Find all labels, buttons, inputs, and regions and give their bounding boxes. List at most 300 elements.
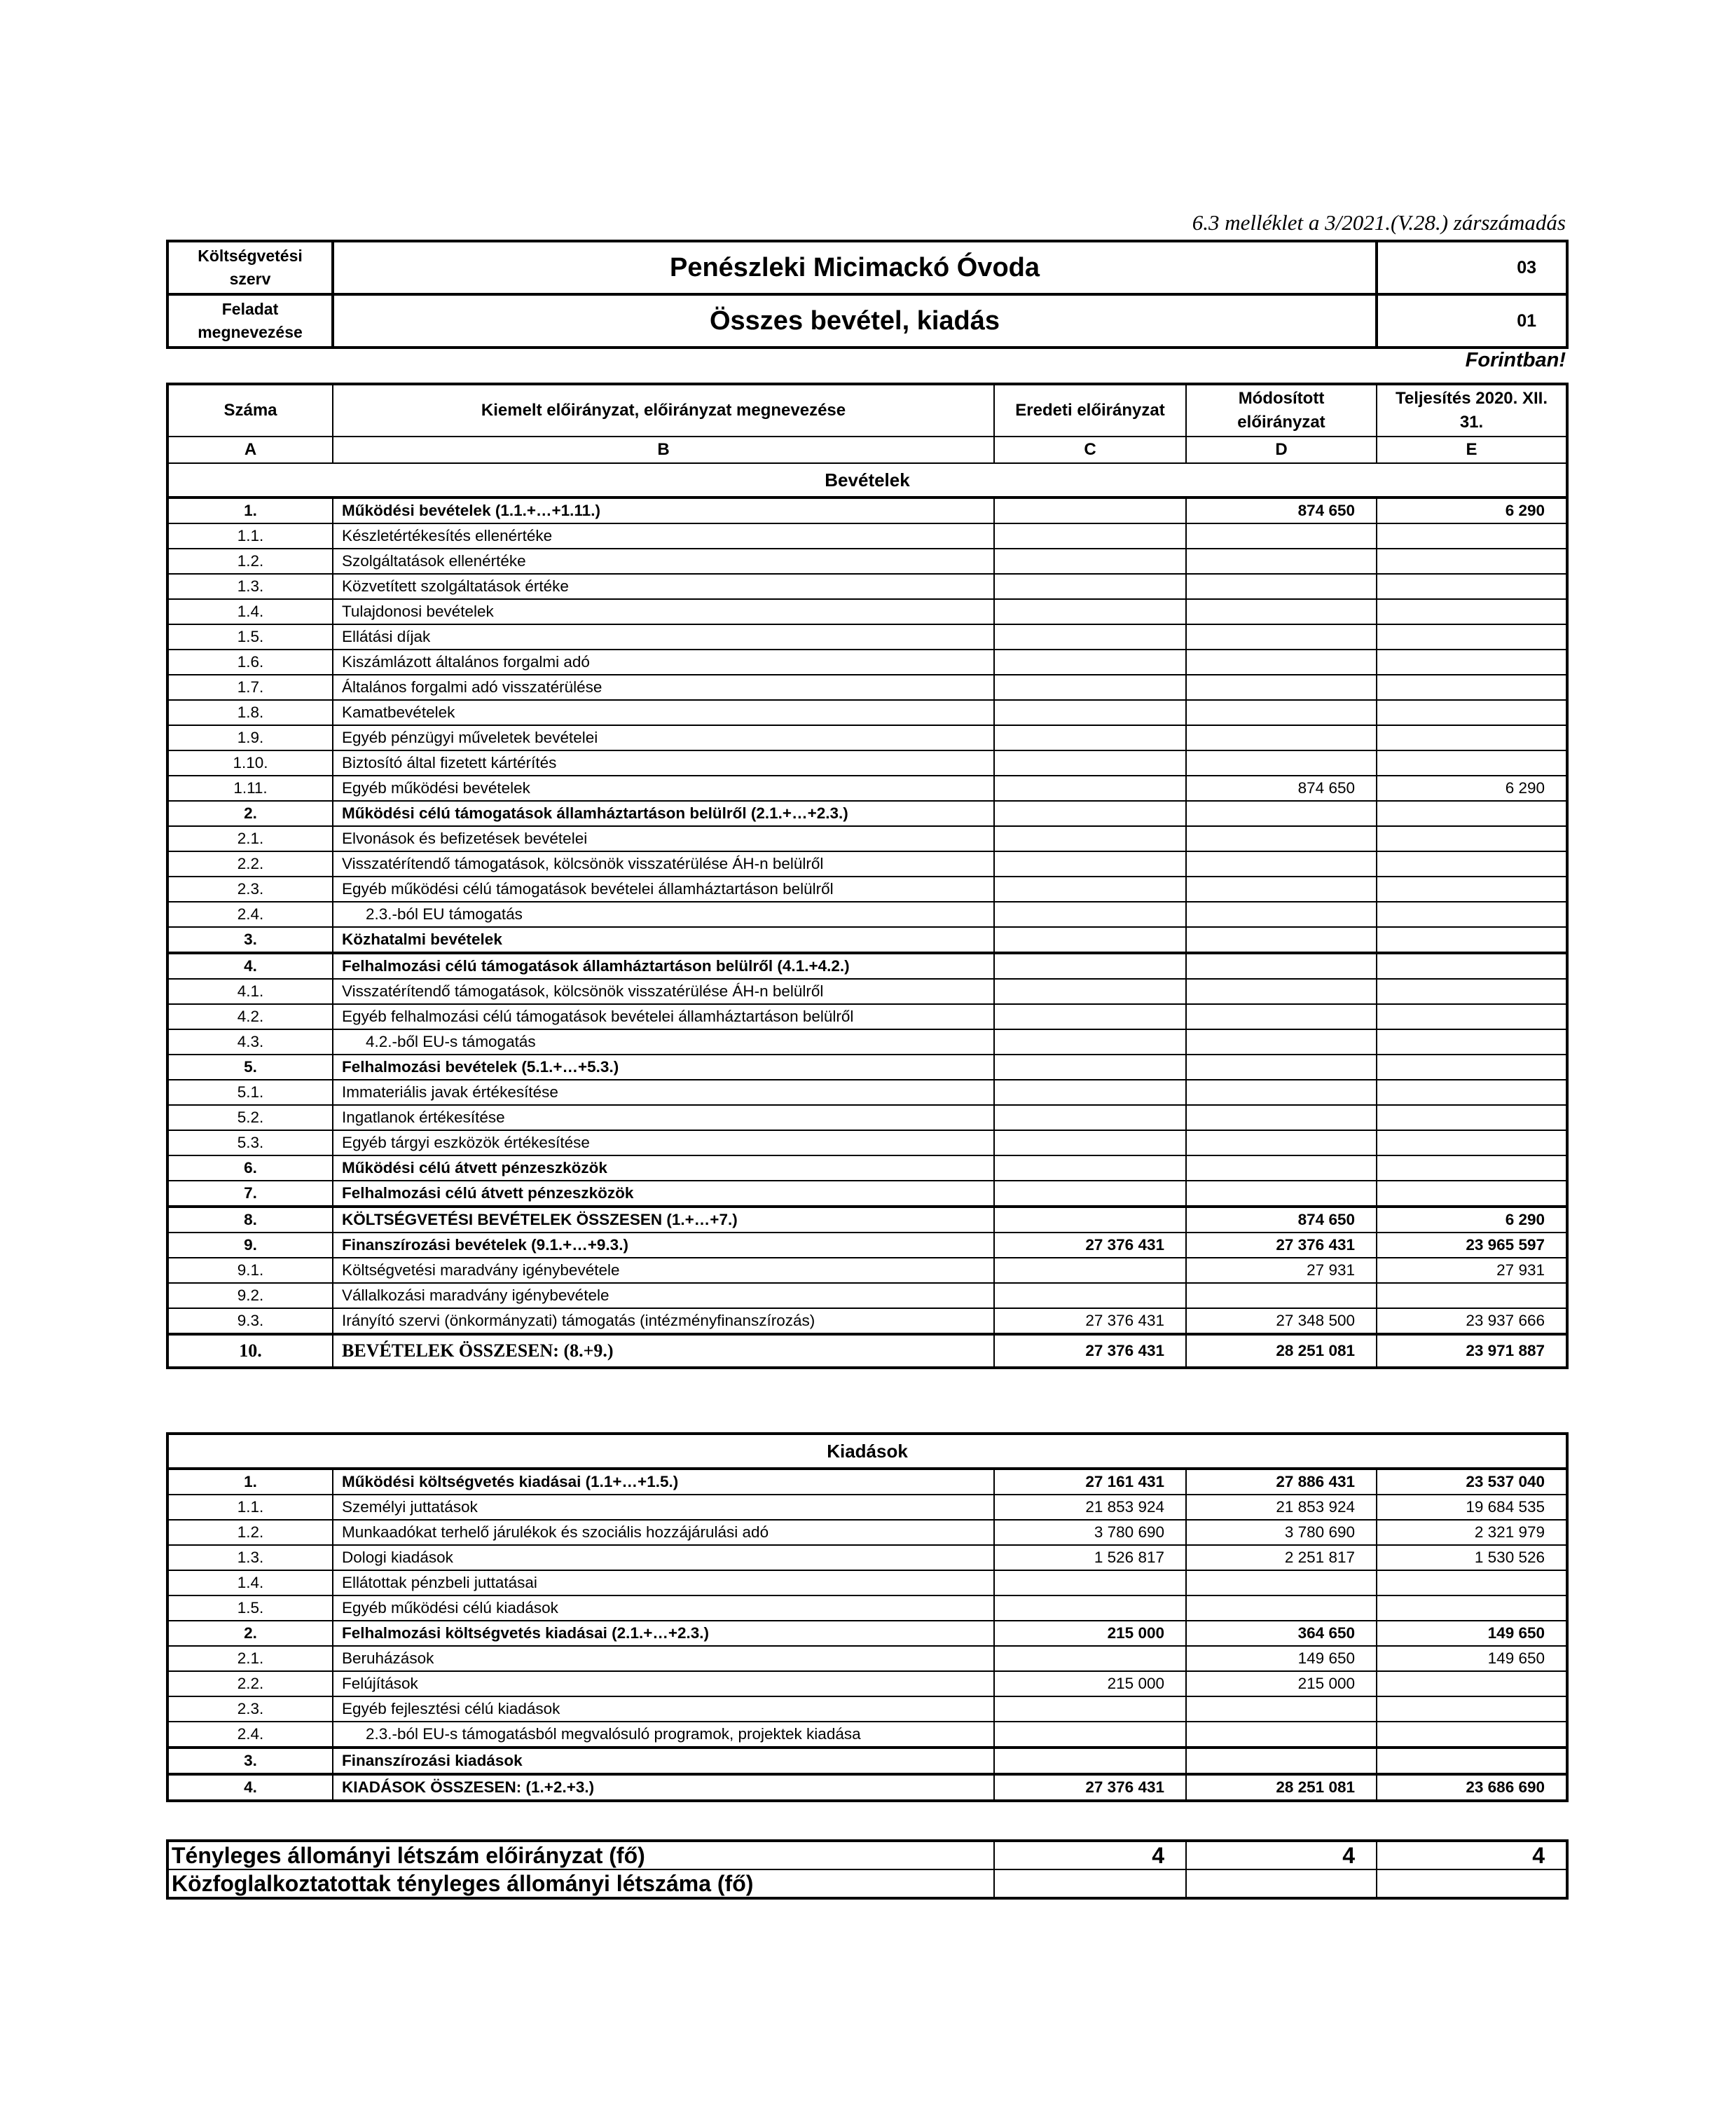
row-number: 1. [167,497,333,523]
row-actual-value [1377,725,1567,750]
revenue-row [167,725,1567,750]
row-modified-value [1186,801,1377,826]
staff-modified-value: 4 [1186,1841,1377,1869]
row-actual-value [1377,523,1567,549]
revenue-row [167,851,1567,877]
expense-row [167,1469,1567,1495]
row-name: Kamatbevételek [333,700,994,725]
staff-row [167,1869,1567,1898]
revenue-row [167,750,1567,776]
header-table [166,240,1569,349]
row-modified-value [1186,927,1377,953]
row-number: 1.3. [167,1545,333,1570]
row-actual-value [1377,1671,1567,1696]
row-actual-value: 149 650 [1377,1646,1567,1671]
revenue-row [167,1029,1567,1055]
row-original-value [994,979,1186,1004]
row-modified-value [1186,549,1377,574]
col-letter: C [994,437,1186,463]
row-name: Személyi juttatások [333,1495,994,1520]
row-original-value [994,549,1186,574]
col-modified-header: Módosított előirányzat [1186,384,1377,437]
revenue-row [167,1258,1567,1283]
row-number: 9.3. [167,1308,333,1334]
row-name: Immateriális javak értékesítése [333,1080,994,1105]
row-original-value [994,599,1186,624]
row-modified-value [1186,725,1377,750]
revenue-row [167,1233,1567,1258]
row-number: 2.4. [167,902,333,927]
revenue-row [167,523,1567,549]
col-actual-header: Teljesítés 2020. XII. 31. [1377,384,1567,437]
staff-row-name: Közfoglalkoztatottak tényleges állományi létszáma (fő) [167,1869,994,1898]
revenue-row [167,1004,1567,1029]
row-original-value [994,1258,1186,1283]
col-name-header: Kiemelt előirányzat, előirányzat megnevezése [333,384,994,437]
row-original-value [994,1004,1186,1029]
row-number: 1.1. [167,523,333,549]
row-actual-value [1377,700,1567,725]
row-name: Közhatalmi bevételek [333,927,994,953]
row-original-value: 215 000 [994,1671,1186,1696]
expense-row [167,1520,1567,1545]
row-number: 7. [167,1181,333,1207]
row-actual-value: 23 971 887 [1377,1334,1567,1368]
expense-row [167,1748,1567,1774]
row-number: 2.1. [167,1646,333,1671]
row-actual-value: 23 537 040 [1377,1469,1567,1495]
row-modified-value: 28 251 081 [1186,1774,1377,1801]
row-actual-value [1377,1130,1567,1155]
row-name: Finanszírozási bevételek (9.1.+…+9.3.) [333,1233,994,1258]
row-number: 4. [167,1774,333,1801]
row-original-value: 27 376 431 [994,1308,1186,1334]
row-name: Finanszírozási kiadások [333,1748,994,1774]
row-number: 2.2. [167,1671,333,1696]
row-original-value: 3 780 690 [994,1520,1186,1545]
row-name: Működési célú átvett pénzeszközök [333,1155,994,1181]
staff-row-name: Tényleges állományi létszám előirányzat (fő) [167,1841,994,1869]
row-actual-value [1377,750,1567,776]
row-actual-value: 6 290 [1377,776,1567,801]
expense-row [167,1774,1567,1801]
row-actual-value: 23 686 690 [1377,1774,1567,1801]
row-name: Működési költségvetés kiadásai (1.1+…+1.5.) [333,1469,994,1495]
row-original-value [994,1595,1186,1621]
row-actual-value: 23 965 597 [1377,1233,1567,1258]
revenue-row [167,497,1567,523]
row-original-value: 27 376 431 [994,1233,1186,1258]
revenue-row [167,927,1567,953]
row-number: 2.3. [167,1696,333,1722]
row-original-value [994,624,1186,650]
row-original-value [994,801,1186,826]
row-actual-value: 2 321 979 [1377,1520,1567,1545]
task-name: Összes bevétel, kiadás [333,294,1377,348]
row-original-value: 27 376 431 [994,1774,1186,1801]
revenue-total-row [167,1334,1567,1368]
revenue-row [167,902,1567,927]
revenue-row [167,1283,1567,1308]
row-name: Működési bevételek (1.1.+…+1.11.) [333,497,994,523]
expense-row [167,1671,1567,1696]
row-number: 1.5. [167,1595,333,1621]
row-number: 1.4. [167,599,333,624]
row-modified-value: 28 251 081 [1186,1334,1377,1368]
row-original-value [994,725,1186,750]
row-number: 5.2. [167,1105,333,1130]
row-actual-value [1377,877,1567,902]
row-name: Dologi kiadások [333,1545,994,1570]
row-number: 1.10. [167,750,333,776]
row-number: 4. [167,953,333,979]
row-modified-value [1186,650,1377,675]
row-number: 6. [167,1155,333,1181]
column-letter-row [167,437,1567,463]
row-number: 2.3. [167,877,333,902]
row-number: 8. [167,1207,333,1233]
row-original-value [994,1722,1186,1748]
revenue-section-title: Bevételek [167,463,1567,497]
revenue-row [167,953,1567,979]
row-modified-value: 215 000 [1186,1671,1377,1696]
revenue-row [167,700,1567,725]
staff-modified-value [1186,1869,1377,1898]
row-number: 1.11. [167,776,333,801]
row-number: 1.4. [167,1570,333,1595]
row-number: 1.1. [167,1495,333,1520]
row-modified-value: 27 348 500 [1186,1308,1377,1334]
row-original-value [994,776,1186,801]
row-original-value [994,902,1186,927]
row-modified-value: 149 650 [1186,1646,1377,1671]
row-name: Ingatlanok értékesítése [333,1105,994,1130]
row-name: Közvetített szolgáltatások értéke [333,574,994,599]
revenue-row [167,675,1567,700]
row-name: Szolgáltatások ellenértéke [333,549,994,574]
row-modified-value: 874 650 [1186,497,1377,523]
row-name: Felhalmozási bevételek (5.1.+…+5.3.) [333,1055,994,1080]
row-original-value [994,523,1186,549]
row-number: 1.3. [167,574,333,599]
row-name: Visszatérítendő támogatások, kölcsönök visszatérülése ÁH-n belülről [333,979,994,1004]
row-original-value [994,1570,1186,1595]
row-actual-value: 1 530 526 [1377,1545,1567,1570]
row-name: BEVÉTELEK ÖSSZESEN: (8.+9.) [333,1334,994,1368]
row-name: Kiszámlázott általános forgalmi adó [333,650,994,675]
row-name: Felhalmozási költségvetés kiadásai (2.1.+…+2.3.) [333,1621,994,1646]
row-original-value [994,1696,1186,1722]
row-actual-value [1377,927,1567,953]
row-modified-value: 3 780 690 [1186,1520,1377,1545]
row-original-value [994,1283,1186,1308]
row-number: 9.2. [167,1283,333,1308]
col-letter: E [1377,437,1567,463]
row-original-value [994,953,1186,979]
row-modified-value [1186,1283,1377,1308]
expense-section-title: Kiadások [167,1434,1567,1469]
row-number: 9.1. [167,1258,333,1283]
row-original-value: 27 161 431 [994,1469,1186,1495]
expense-row [167,1621,1567,1646]
task-code: 01 [1377,294,1567,348]
row-number: 3. [167,1748,333,1774]
row-actual-value [1377,1283,1567,1308]
row-actual-value [1377,574,1567,599]
row-original-value: 21 853 924 [994,1495,1186,1520]
col-number-header: Száma [167,384,333,437]
row-original-value [994,1155,1186,1181]
row-number: 1. [167,1469,333,1495]
row-actual-value [1377,1105,1567,1130]
row-modified-value [1186,750,1377,776]
row-number: 2.1. [167,826,333,851]
row-modified-value [1186,1570,1377,1595]
col-letter: A [167,437,333,463]
row-original-value: 215 000 [994,1621,1186,1646]
row-modified-value [1186,1722,1377,1748]
col-original-header: Eredeti előirányzat [994,384,1186,437]
row-actual-value [1377,1155,1567,1181]
row-modified-value [1186,574,1377,599]
staff-table [166,1839,1569,1900]
row-name: Egyéb működési célú támogatások bevételei államháztartáson belülről [333,877,994,902]
row-name: Beruházások [333,1646,994,1671]
row-modified-value: 364 650 [1186,1621,1377,1646]
revenue-row [167,574,1567,599]
col-letter: D [1186,437,1377,463]
row-name: Tulajdonosi bevételek [333,599,994,624]
revenue-section-row [167,463,1567,497]
row-name: Egyéb tárgyi eszközök értékesítése [333,1130,994,1155]
row-modified-value: 27 931 [1186,1258,1377,1283]
row-name: Egyéb fejlesztési célú kiadások [333,1696,994,1722]
row-modified-value [1186,1155,1377,1181]
row-modified-value [1186,902,1377,927]
row-original-value [994,750,1186,776]
row-original-value [994,497,1186,523]
revenue-row [167,776,1567,801]
expense-row [167,1696,1567,1722]
row-number: 1.9. [167,725,333,750]
row-number: 4.1. [167,979,333,1004]
row-modified-value [1186,851,1377,877]
row-actual-value [1377,1004,1567,1029]
revenue-row [167,624,1567,650]
row-number: 9. [167,1233,333,1258]
row-actual-value [1377,902,1567,927]
row-number: 10. [167,1334,333,1368]
row-name: KÖLTSÉGVETÉSI BEVÉTELEK ÖSSZESEN (1.+…+7.) [333,1207,994,1233]
revenue-row [167,979,1567,1004]
revenue-row [167,1130,1567,1155]
row-modified-value: 21 853 924 [1186,1495,1377,1520]
row-actual-value: 27 931 [1377,1258,1567,1283]
row-actual-value: 19 684 535 [1377,1495,1567,1520]
row-original-value [994,877,1186,902]
row-actual-value [1377,549,1567,574]
row-number: 2.4. [167,1722,333,1748]
revenue-row [167,599,1567,624]
row-original-value [994,1748,1186,1774]
row-name: Munkaadókat terhelő járulékok és szociális hozzájárulási adó [333,1520,994,1545]
row-number: 4.2. [167,1004,333,1029]
revenue-row [167,1155,1567,1181]
row-original-value [994,1055,1186,1080]
row-name: Egyéb működési bevételek [333,776,994,801]
row-name: Egyéb működési célú kiadások [333,1595,994,1621]
org-code: 03 [1377,241,1567,294]
row-name: KIADÁSOK ÖSSZESEN: (1.+2.+3.) [333,1774,994,1801]
revenue-row [167,1181,1567,1207]
staff-row [167,1841,1567,1869]
row-number: 1.5. [167,624,333,650]
row-actual-value [1377,1696,1567,1722]
row-original-value [994,1029,1186,1055]
row-original-value [994,700,1186,725]
row-modified-value: 2 251 817 [1186,1545,1377,1570]
revenue-row [167,650,1567,675]
staff-actual-value [1377,1869,1567,1898]
row-actual-value [1377,599,1567,624]
row-original-value [994,927,1186,953]
revenue-row [167,801,1567,826]
row-name: Általános forgalmi adó visszatérülése [333,675,994,700]
row-actual-value [1377,1181,1567,1207]
expense-section-row [167,1434,1567,1469]
row-name: Vállalkozási maradvány igénybevétele [333,1283,994,1308]
revenue-row [167,877,1567,902]
unit-note: Forintban! [1465,349,1566,371]
row-actual-value [1377,1748,1567,1774]
row-name: 2.3.-ból EU-s támogatásból megvalósuló programok, projektek kiadása [333,1722,994,1748]
row-modified-value: 27 376 431 [1186,1233,1377,1258]
revenue-row [167,1080,1567,1105]
row-modified-value [1186,826,1377,851]
row-actual-value [1377,675,1567,700]
row-original-value [994,1080,1186,1105]
row-modified-value [1186,979,1377,1004]
row-actual-value [1377,1722,1567,1748]
staff-original-value [994,1869,1186,1898]
row-name: Felhalmozási célú támogatások államháztartáson belülről (4.1.+4.2.) [333,953,994,979]
row-modified-value [1186,1595,1377,1621]
expense-row [167,1545,1567,1570]
row-name: Visszatérítendő támogatások, kölcsönök visszatérülése ÁH-n belülről [333,851,994,877]
row-modified-value: 874 650 [1186,1207,1377,1233]
row-original-value [994,574,1186,599]
row-original-value [994,650,1186,675]
row-name: Működési célú támogatások államháztartáson belülről (2.1.+…+2.3.) [333,801,994,826]
row-original-value [994,675,1186,700]
row-modified-value [1186,1748,1377,1774]
row-actual-value [1377,1570,1567,1595]
org-label: Költségvetési szerv [167,241,333,294]
row-modified-value [1186,700,1377,725]
revenue-row [167,1207,1567,1233]
revenue-row [167,1308,1567,1334]
row-modified-value [1186,1696,1377,1722]
column-header-row [167,384,1567,437]
expense-row [167,1495,1567,1520]
row-name: Ellátottak pénzbeli juttatásai [333,1570,994,1595]
row-modified-value [1186,1181,1377,1207]
revenue-row [167,1105,1567,1130]
col-letter: B [333,437,994,463]
row-number: 4.3. [167,1029,333,1055]
row-name: Irányító szervi (önkormányzati) támogatás (intézményfinanszírozás) [333,1308,994,1334]
row-number: 5.3. [167,1130,333,1155]
row-original-value: 27 376 431 [994,1334,1186,1368]
row-original-value [994,1105,1186,1130]
row-modified-value [1186,675,1377,700]
row-number: 5. [167,1055,333,1080]
row-actual-value [1377,650,1567,675]
row-modified-value [1186,599,1377,624]
expense-row [167,1722,1567,1748]
row-modified-value [1186,1029,1377,1055]
revenue-row [167,549,1567,574]
row-original-value [994,1646,1186,1671]
row-modified-value [1186,523,1377,549]
row-actual-value [1377,1595,1567,1621]
row-name: 2.3.-ból EU támogatás [333,902,994,927]
row-name: Egyéb felhalmozási célú támogatások bevételei államháztartáson belülről [333,1004,994,1029]
row-actual-value: 23 937 666 [1377,1308,1567,1334]
revenue-row [167,1055,1567,1080]
row-number: 5.1. [167,1080,333,1105]
row-original-value [994,1130,1186,1155]
row-number: 1.2. [167,1520,333,1545]
row-modified-value [1186,1130,1377,1155]
row-modified-value: 874 650 [1186,776,1377,801]
row-name: Egyéb pénzügyi műveletek bevételei [333,725,994,750]
row-name: 4.2.-ből EU-s támogatás [333,1029,994,1055]
row-name: Ellátási díjak [333,624,994,650]
expense-table [166,1432,1569,1802]
row-actual-value: 6 290 [1377,1207,1567,1233]
row-number: 1.7. [167,675,333,700]
row-modified-value [1186,1105,1377,1130]
row-actual-value: 149 650 [1377,1621,1567,1646]
task-row [167,294,1567,348]
row-original-value [994,1181,1186,1207]
row-name: Felújítások [333,1671,994,1696]
expense-row [167,1570,1567,1595]
task-label: Feladat megnevezése [167,294,333,348]
revenue-table [166,383,1569,1369]
revenue-row [167,826,1567,851]
row-number: 2. [167,801,333,826]
row-original-value [994,826,1186,851]
row-name: Készletértékesítés ellenértéke [333,523,994,549]
row-number: 3. [167,927,333,953]
row-name: Biztosító által fizetett kártérítés [333,750,994,776]
row-number: 2. [167,1621,333,1646]
row-actual-value [1377,1080,1567,1105]
row-modified-value [1186,877,1377,902]
row-name: Felhalmozási célú átvett pénzeszközök [333,1181,994,1207]
row-actual-value [1377,826,1567,851]
row-actual-value [1377,851,1567,877]
row-name: Elvonások és befizetések bevételei [333,826,994,851]
row-name: Költségvetési maradvány igénybevétele [333,1258,994,1283]
row-actual-value: 6 290 [1377,497,1567,523]
row-original-value [994,1207,1186,1233]
row-actual-value [1377,953,1567,979]
row-modified-value [1186,1080,1377,1105]
row-modified-value: 27 886 431 [1186,1469,1377,1495]
